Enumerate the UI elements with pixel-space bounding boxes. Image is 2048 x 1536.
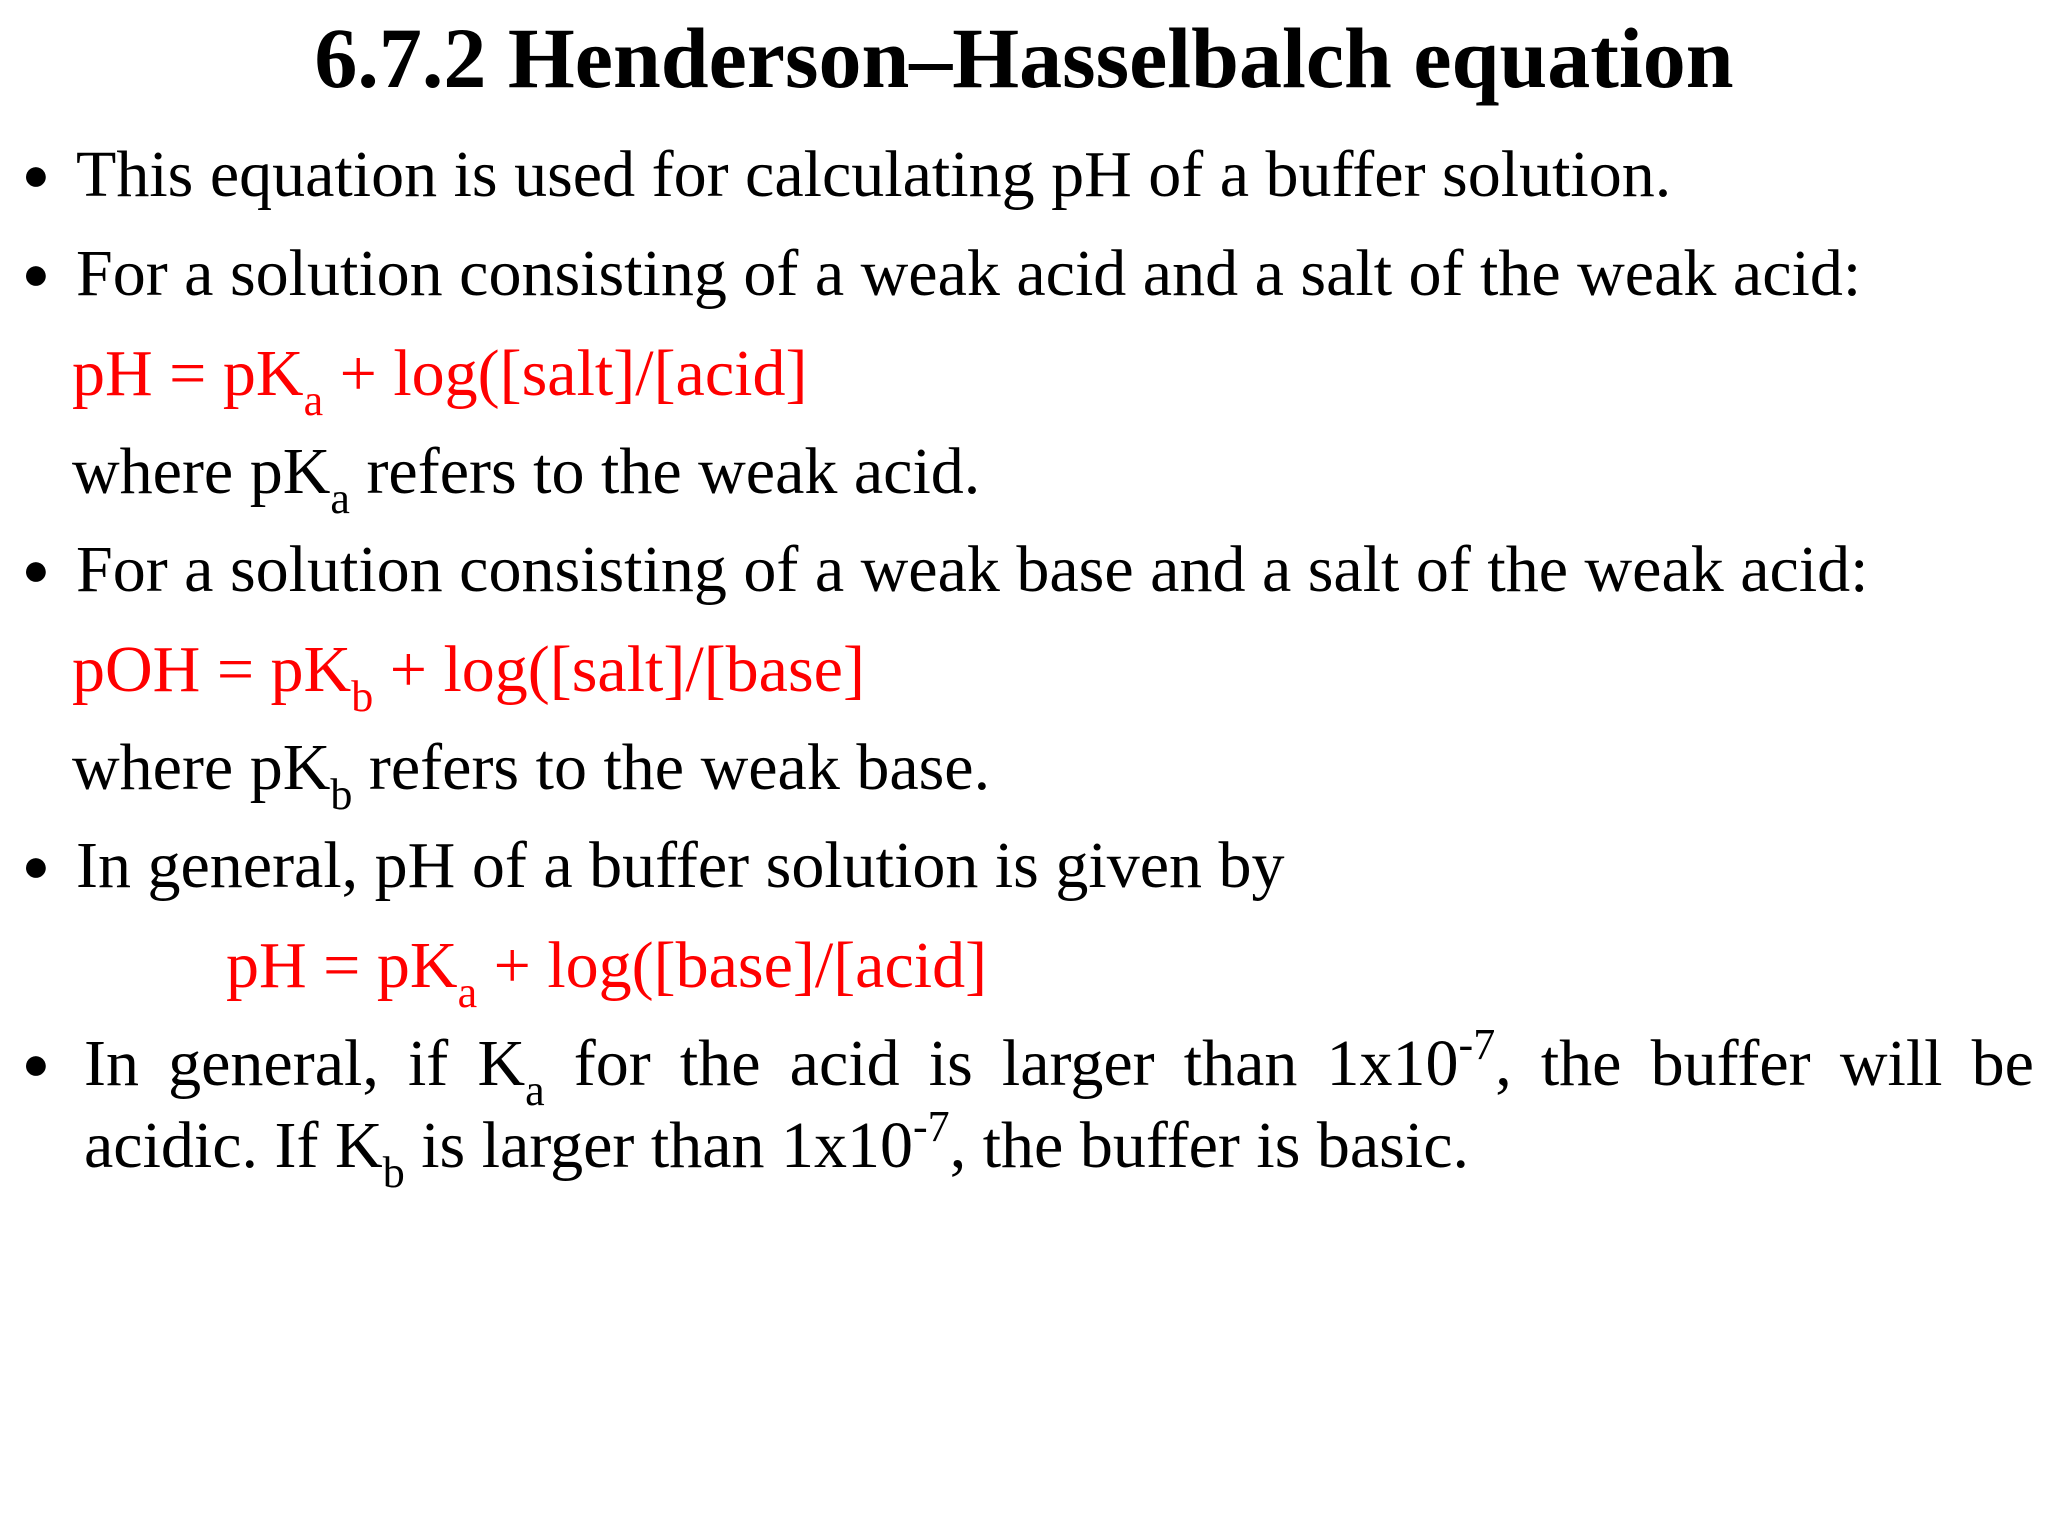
bullet-3 [22,530,1869,616]
word: larger [1001,1027,1155,1100]
note-acid [72,432,981,523]
subscript: b [382,1148,405,1197]
subscript: a [525,1066,545,1115]
ka-symbol [477,1024,545,1115]
comma: , [1495,1027,1512,1100]
bullet-dot: ● [22,248,50,299]
bullet-dot: ● [22,544,50,595]
word: the [1540,1027,1622,1100]
note-base [72,728,991,819]
subscript: a [457,968,478,1017]
bullet-2-text: For a solution consisting of a weak acid and a salt of the weak acid: [76,237,1862,310]
word: will [1839,1027,1943,1100]
word: for [573,1027,651,1100]
text: , the buffer is basic. [949,1109,1469,1182]
word: the [679,1027,761,1100]
bullet-1 [22,135,1671,221]
note-pre: where pK [72,731,331,804]
power-of-ten [1326,1020,1512,1104]
bullet-5-dot [22,1024,76,1110]
equation-rhs: + log([base]/[acid] [477,929,988,1002]
equation-lhs: pH = pK [226,929,458,1002]
subscript: b [351,672,374,721]
bullet-4-text: In general, pH of a buffer solution is given by [76,829,1285,902]
equation-lhs: pH = pK [72,337,304,410]
equation-general [226,926,988,1017]
bullet-5-line-1 [84,1020,2034,1115]
word: be [1971,1027,2034,1100]
bullet-2 [22,234,1861,320]
subscript: a [330,474,350,523]
note-post: refers to the weak base. [352,731,991,804]
equation-acid-buffer [72,334,808,425]
note-pre: where pK [72,435,331,508]
superscript: -7 [1458,1020,1496,1069]
word: buffer [1650,1027,1811,1100]
subscript: b [330,770,353,819]
bullet-1-text: This equation is used for calculating pH of a buffer solution. [76,138,1672,211]
bullet-5-line-2 [84,1102,1469,1197]
equation-lhs: pOH = pK [72,633,352,706]
word: if [407,1027,449,1100]
bullet-3-text: For a solution consisting of a weak base and a salt of the weak acid: [76,533,1869,606]
bullet-4 [22,826,1285,912]
bullet-dot: ● [22,149,50,200]
base-number: 1x10 [1326,1027,1459,1100]
equation-rhs: + log([salt]/[acid] [323,337,808,410]
bullet-dot: ● [22,840,50,891]
text: acidic. If K [84,1109,383,1182]
text: is larger than 1x10 [404,1109,914,1182]
note-post: refers to the weak acid. [349,435,981,508]
word: than [1183,1027,1298,1100]
superscript: -7 [913,1102,950,1151]
word: acid [789,1027,900,1100]
word: is [928,1027,973,1100]
word: general, [168,1027,379,1100]
k-letter: K [477,1027,526,1100]
word: In [84,1027,139,1100]
equation-rhs: + log([salt]/[base] [373,633,865,706]
bullet-dot: ● [22,1038,50,1089]
slide-title: 6.7.2 Henderson–Hasselbalch equation [314,10,1734,106]
equation-base-buffer [72,630,865,721]
subscript: a [303,376,324,425]
